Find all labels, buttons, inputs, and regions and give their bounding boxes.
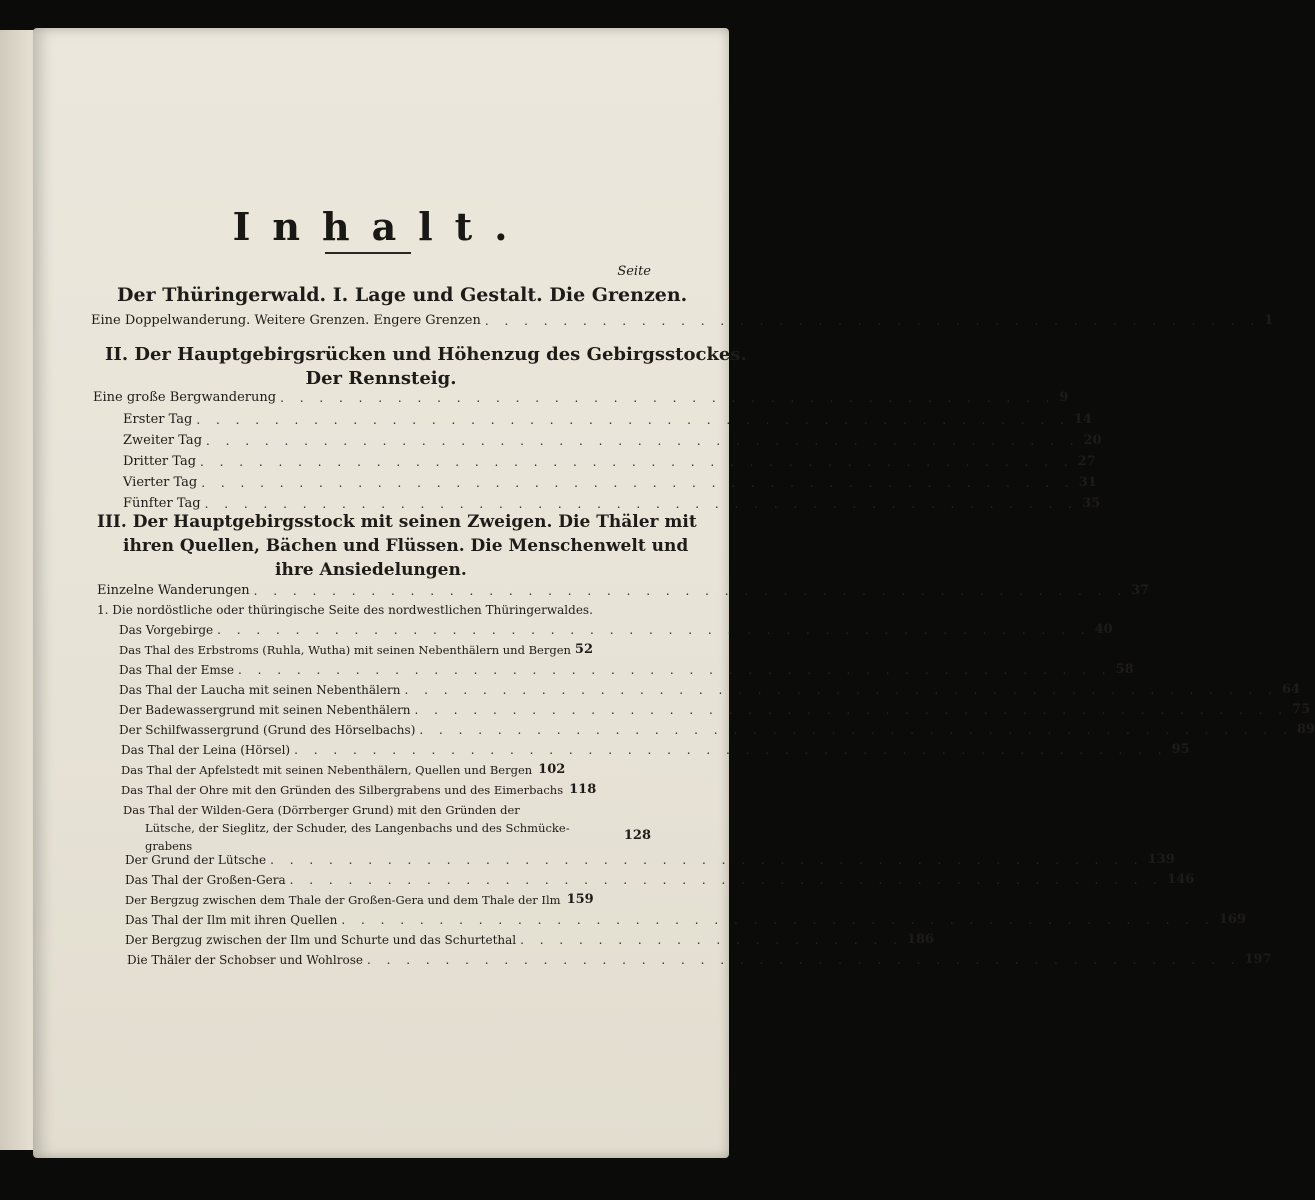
leader-dots: . . . . . . . . . . . . . . . . . . . . . . . . . . . . . . . . . . . . . . . . . . . . .	[366, 953, 1241, 967]
toc-entry-label: Eine Doppelwanderung. Weitere Grenzen. Engere Grenzen	[91, 313, 481, 328]
gera-entry-page: 128	[623, 828, 651, 843]
toc-entry	[125, 932, 935, 948]
toc-entry-label: Das Thal der Ohre mit den Gründen des Silbergrabens und des Eimerbachs	[121, 783, 564, 797]
toc-entry	[121, 762, 651, 778]
leader-dots: . . . . . . . . . . . . . . . . . . . . . . . . . . . . . . . . . . . . . . . . . . . . .	[404, 683, 1278, 697]
section1-heading: Der Thüringerwald. I. Lage und Gestalt. Die Grenzen.	[117, 284, 688, 306]
leader-dots: . . . . . . . . . . . . . . . . . . . . . . . . . . . . . . . . . . . . . . . . . . . . .	[196, 413, 1070, 427]
toc-entry-label: Dritter Tag	[123, 454, 197, 469]
leader-dots: . . . . . . . . . . . . . . . . . . . . . . . . . . . . . . . . . . . . . . . . . . . . .	[270, 853, 1144, 867]
toc-entry	[119, 702, 1311, 718]
toc-entry	[125, 852, 1175, 868]
toc-entry-page: 169	[1218, 912, 1247, 927]
toc-entry-page: 89	[1296, 722, 1315, 737]
title-rule	[325, 252, 411, 254]
leader-dots: . . . . . . . . . . . . . . . . . . . . . . . . . . . . . . . . . . . . . . . . . . . . .	[341, 913, 1215, 927]
gera-entry-line1: Das Thal der Wilden-Gera (Dörrberger Grund) mit den Gründen der	[123, 803, 520, 817]
toc-entry-page: 37	[1131, 583, 1150, 598]
toc-entry	[125, 912, 1247, 928]
leader-dots: . . . . . . . . . . . . . . . . . . . . . . . . . . . . . . . . . . . . . . . . . . . . .	[253, 584, 1128, 598]
toc-entry	[125, 872, 1195, 888]
toc-entry-label: Das Thal der Laucha mit seinen Nebenthälern	[119, 683, 401, 697]
toc-entry-page: 197	[1244, 952, 1272, 967]
toc-entry-page: 58	[1115, 662, 1134, 677]
toc-entry-page: 9	[1059, 390, 1069, 405]
toc-entry-label: Der Bergzug zwischen dem Thale der Großen-Gera und dem Thale der Ilm	[125, 893, 561, 907]
gera-entry-line3: grabens	[145, 839, 193, 853]
toc-entry	[121, 742, 1190, 758]
section2-heading-line2: Der Rennsteig.	[305, 368, 457, 389]
toc-entry-label: Einzelne Wanderungen	[97, 583, 250, 598]
toc-entry-label: Der Grund der Lütsche	[125, 853, 267, 867]
toc-entry	[91, 313, 1274, 329]
gera-entry-line2: Lütsche, der Sieglitz, der Schuder, des Langenbachs und des Schmücke-	[145, 821, 570, 835]
toc-entry-page: 31	[1078, 475, 1097, 490]
leader-dots: . . . . . . . . . . . . . . . . . . . . . . . . . . . . . . . . . . . . . . . . . . . . .	[200, 455, 1074, 469]
toc-entry	[119, 642, 651, 658]
section3-heading-line2: ihren Quellen, Bächen und Flüssen. Die Menschenwelt und	[123, 536, 689, 556]
section3-heading-line1: III. Der Hauptgebirgsstock mit seinen Zweigen. Die Thäler mit	[97, 512, 697, 532]
leader-dots: . . . . . . . . . . . . . . . . . . . . . . . . . . . . . . . . . . . . . . . . . . . . .	[419, 723, 1293, 737]
toc-entry	[125, 892, 651, 908]
toc-entry-page: 118	[569, 782, 597, 797]
toc-entry	[123, 475, 1097, 491]
toc-entry	[123, 496, 1101, 512]
toc-entry-label: Fünfter Tag	[123, 496, 201, 511]
toc-entry	[119, 622, 1113, 638]
toc-entry-label: Das Vorgebirge	[119, 623, 214, 637]
toc-entry-page: 27	[1077, 454, 1096, 469]
toc-entry-label: Zweiter Tag	[123, 433, 203, 448]
toc-entry-label: Das Thal des Erbstroms (Ruhla, Wutha) mit seinen Nebenthälern und Bergen	[119, 643, 571, 657]
book-page	[33, 28, 1315, 1158]
toc-entry-page: 102	[538, 762, 566, 777]
leader-dots: . . . . . . . . . . . . . . . . . . . . . . . . . . . . . . . . . . . . . . . . . . . . .	[204, 497, 1079, 511]
toc-entry-page: 14	[1073, 412, 1092, 427]
leader-dots: . . . . . . . . . . . . . . . . . . . .	[520, 933, 903, 947]
toc-entry	[123, 433, 1102, 449]
toc-entry-page: 75	[1292, 702, 1311, 717]
toc-entry	[93, 390, 1069, 406]
toc-entry-page: 95	[1171, 742, 1190, 757]
toc-entry-page: 20	[1083, 433, 1102, 448]
toc-entry-label: Das Thal der Leina (Hörsel)	[121, 743, 291, 757]
leader-dots: . . . . . . . . . . . . . . . . . . . . . . . . . . . . . . . . . . . . . . . . . . . . .	[289, 873, 1164, 887]
toc-entry	[123, 454, 1096, 470]
toc-entry-page: 52	[574, 642, 594, 657]
toc-entry	[127, 952, 1272, 968]
toc-entry-page: 146	[1167, 872, 1195, 887]
seite-label: Seite	[617, 264, 651, 279]
toc-entry	[123, 412, 1092, 428]
toc-entry-label: Erster Tag	[123, 412, 193, 427]
toc-entry-label: Eine große Bergwanderung	[93, 390, 277, 405]
leader-dots: . . . . . . . . . . . . . . . . . . . . . . . . . . . . . . . . . . . . . . . . . . . . .	[294, 743, 1168, 757]
leader-dots: . . . . . . . . . . . . . . . . . . . . . . . . . . . . . . . . . . . . . . . .	[280, 391, 1056, 405]
toc-entry-page: 139	[1147, 852, 1175, 867]
toc-entry-page: 159	[566, 892, 594, 907]
section3-subheading: 1. Die nordöstliche oder thüringische Seite des nordwestlichen Thüringerwaldes.	[97, 603, 593, 617]
toc-entry	[121, 782, 651, 798]
leader-dots: . . . . . . . . . . . . . . . . . . . . . . . . . . . . . . . . . . . . . . . . . . . . .	[217, 623, 1091, 637]
leader-dots: . . . . . . . . . . . . . . . . . . . . . . . . . . . . . . . . . . . . . . . . . . . . .	[238, 663, 1112, 677]
page-title: Inhalt.	[232, 204, 530, 249]
toc-entry-label: Vierter Tag	[123, 475, 198, 490]
toc-entry-label: Das Thal der Ilm mit ihren Quellen	[125, 913, 338, 927]
leader-dots: . . . . . . . . . . . . . . . . . . . . . . . . . . . . . . . . . . . . . . . . . . . . .	[414, 703, 1289, 717]
toc-entry-page: 35	[1082, 496, 1101, 511]
toc-entry	[119, 682, 1301, 698]
section3-heading-line3: ihre Ansiedelungen.	[275, 560, 467, 580]
toc-entry-label: Der Bergzug zwischen der Ilm und Schurte und das Schurtethal	[125, 933, 517, 947]
leader-dots: . . . . . . . . . . . . . . . . . . . . . . . . . . . . . . . . . . . . . . . . . . . . .	[201, 476, 1075, 490]
toc-entry-label: Die Thäler der Schobser und Wohlrose	[127, 953, 363, 967]
toc-entry-label: Das Thal der Großen-Gera	[125, 873, 286, 887]
toc-entry-page: 40	[1094, 622, 1113, 637]
toc-entry	[119, 722, 1315, 738]
toc-entry-label: Der Badewassergrund mit seinen Nebenthälern	[119, 703, 411, 717]
leader-dots: . . . . . . . . . . . . . . . . . . . . . . . . . . . . . . . . . . . . . . . . . . . . .	[206, 434, 1080, 448]
toc-entry	[119, 662, 1134, 678]
toc-entry-page: 186	[906, 932, 935, 947]
toc-entry-label: Das Thal der Emse	[119, 663, 235, 677]
toc-entry-page: 1	[1264, 313, 1274, 328]
toc-entry-label: Der Schilfwassergrund (Grund des Hörselbachs)	[119, 723, 416, 737]
toc-entry	[97, 583, 1150, 599]
toc-entry-label: Das Thal der Apfelstedt mit seinen Nebenthälern, Quellen und Bergen	[121, 763, 533, 777]
toc-entry-page: 64	[1281, 682, 1301, 697]
leader-dots: . . . . . . . . . . . . . . . . . . . . . . . . . . . . . . . . . . . . . . . .	[484, 314, 1261, 328]
section2-heading-line1: II. Der Hauptgebirgsrücken und Höhenzug des Gebirgsstockes.	[105, 344, 747, 365]
